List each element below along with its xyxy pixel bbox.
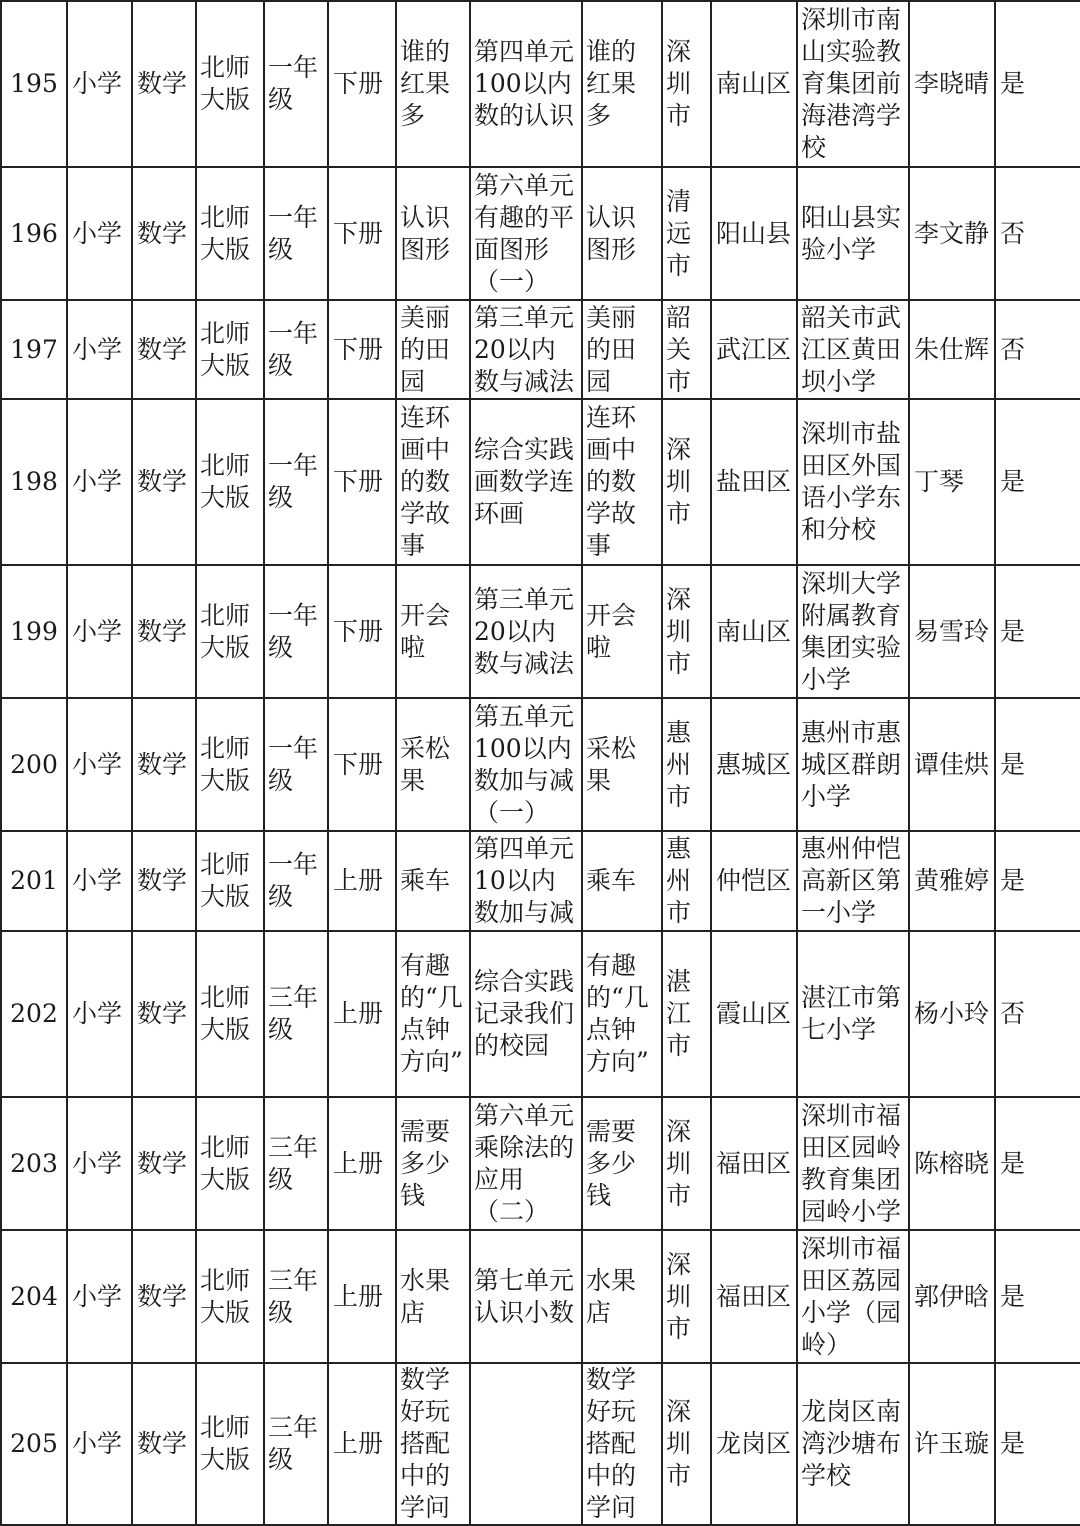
topic-title: 开会啦 <box>582 565 662 698</box>
unit-name: 第七单元认识小数 <box>470 1230 582 1363</box>
lesson-title: 有趣的“几点钟方向” <box>396 931 470 1097</box>
grade: 三年级 <box>264 1363 328 1525</box>
grade: 三年级 <box>264 1097 328 1230</box>
city: 惠州市 <box>662 698 711 831</box>
status-flag: 是 <box>995 1097 1080 1230</box>
subject: 数学 <box>132 167 196 300</box>
city: 深圳市 <box>662 1097 711 1230</box>
textbook-edition: 北师大版 <box>196 831 264 931</box>
volume: 下册 <box>328 399 396 565</box>
table-row <box>1 399 1080 565</box>
school-level: 小学 <box>67 1363 132 1525</box>
status-flag: 是 <box>995 698 1080 831</box>
row-number: 196 <box>1 167 67 300</box>
table-row <box>1 300 1080 399</box>
subject: 数学 <box>132 1 196 167</box>
school-name: 阳山县实验小学 <box>797 167 909 300</box>
school-level: 小学 <box>67 931 132 1097</box>
lesson-title: 开会啦 <box>396 565 470 698</box>
grade: 一年级 <box>264 565 328 698</box>
status-flag: 否 <box>995 931 1080 1097</box>
city: 深圳市 <box>662 1363 711 1525</box>
district: 福田区 <box>711 1097 797 1230</box>
lesson-title: 数学好玩搭配中的学问 <box>396 1363 470 1525</box>
status-flag: 是 <box>995 1363 1080 1525</box>
topic-title: 采松果 <box>582 698 662 831</box>
volume: 下册 <box>328 1 396 167</box>
teacher-name: 朱仕辉 <box>909 300 995 399</box>
subject: 数学 <box>132 1363 196 1525</box>
city: 惠州市 <box>662 831 711 931</box>
row-number: 197 <box>1 300 67 399</box>
city: 深圳市 <box>662 1 711 167</box>
school-level: 小学 <box>67 565 132 698</box>
district: 龙岗区 <box>711 1363 797 1525</box>
subject: 数学 <box>132 300 196 399</box>
lesson-title: 谁的红果多 <box>396 1 470 167</box>
grade: 三年级 <box>264 1230 328 1363</box>
school-name: 深圳大学附属教育集团实验小学 <box>797 565 909 698</box>
grade: 一年级 <box>264 831 328 931</box>
school-name: 湛江市第七小学 <box>797 931 909 1097</box>
status-flag: 是 <box>995 1 1080 167</box>
volume: 下册 <box>328 565 396 698</box>
textbook-edition: 北师大版 <box>196 1 264 167</box>
city: 湛江市 <box>662 931 711 1097</box>
grade: 一年级 <box>264 300 328 399</box>
table-body <box>1 1 1080 1525</box>
lesson-title: 连环画中的数学故事 <box>396 399 470 565</box>
subject: 数学 <box>132 565 196 698</box>
grade: 一年级 <box>264 399 328 565</box>
school-level: 小学 <box>67 167 132 300</box>
subject: 数学 <box>132 831 196 931</box>
row-number: 204 <box>1 1230 67 1363</box>
grade: 三年级 <box>264 931 328 1097</box>
teacher-name: 黄雅婷 <box>909 831 995 931</box>
city: 深圳市 <box>662 399 711 565</box>
table-row <box>1 831 1080 931</box>
school-level: 小学 <box>67 399 132 565</box>
district: 盐田区 <box>711 399 797 565</box>
teacher-name: 许玉璇 <box>909 1363 995 1525</box>
subject: 数学 <box>132 931 196 1097</box>
volume: 上册 <box>328 931 396 1097</box>
school-level: 小学 <box>67 300 132 399</box>
unit-name: 第四单元100以内数的认识 <box>470 1 582 167</box>
subject: 数学 <box>132 698 196 831</box>
status-flag: 是 <box>995 565 1080 698</box>
table-row <box>1 1097 1080 1230</box>
volume: 下册 <box>328 698 396 831</box>
row-number: 199 <box>1 565 67 698</box>
table-row <box>1 1 1080 167</box>
teacher-name: 陈榕晓 <box>909 1097 995 1230</box>
textbook-edition: 北师大版 <box>196 300 264 399</box>
topic-title: 水果店 <box>582 1230 662 1363</box>
grade: 一年级 <box>264 1 328 167</box>
table-row <box>1 1363 1080 1525</box>
status-flag: 否 <box>995 300 1080 399</box>
textbook-edition: 北师大版 <box>196 698 264 831</box>
textbook-edition: 北师大版 <box>196 1363 264 1525</box>
row-number: 200 <box>1 698 67 831</box>
school-name: 深圳市福田区园岭教育集团园岭小学 <box>797 1097 909 1230</box>
topic-title: 谁的红果多 <box>582 1 662 167</box>
school-level: 小学 <box>67 831 132 931</box>
unit-name: 第三单元20以内数与减法 <box>470 300 582 399</box>
district: 仲恺区 <box>711 831 797 931</box>
unit-name: 综合实践画数学连环画 <box>470 399 582 565</box>
topic-title: 认识图形 <box>582 167 662 300</box>
textbook-edition: 北师大版 <box>196 167 264 300</box>
textbook-edition: 北师大版 <box>196 399 264 565</box>
row-number: 195 <box>1 1 67 167</box>
school-name: 龙岗区南湾沙塘布学校 <box>797 1363 909 1525</box>
city: 深圳市 <box>662 565 711 698</box>
topic-title: 乘车 <box>582 831 662 931</box>
district: 惠城区 <box>711 698 797 831</box>
topic-title: 数学好玩搭配中的学问 <box>582 1363 662 1525</box>
unit-name: 第五单元100以内数加与减（一） <box>470 698 582 831</box>
school-level: 小学 <box>67 698 132 831</box>
volume: 下册 <box>328 300 396 399</box>
volume: 上册 <box>328 1097 396 1230</box>
unit-name: 第四单元10以内数加与减 <box>470 831 582 931</box>
city: 清远市 <box>662 167 711 300</box>
teacher-name: 谭佳烘 <box>909 698 995 831</box>
grade: 一年级 <box>264 698 328 831</box>
lesson-title: 美丽的田园 <box>396 300 470 399</box>
status-flag: 是 <box>995 399 1080 565</box>
row-number: 203 <box>1 1097 67 1230</box>
district: 霞山区 <box>711 931 797 1097</box>
school-level: 小学 <box>67 1097 132 1230</box>
school-name: 深圳市盐田区外国语小学东和分校 <box>797 399 909 565</box>
table-row <box>1 565 1080 698</box>
school-name: 韶关市武江区黄田坝小学 <box>797 300 909 399</box>
table-row <box>1 698 1080 831</box>
lesson-title: 水果店 <box>396 1230 470 1363</box>
volume: 上册 <box>328 1363 396 1525</box>
unit-name <box>470 1363 582 1525</box>
topic-title: 有趣的“几点钟方向” <box>582 931 662 1097</box>
volume: 上册 <box>328 1230 396 1363</box>
textbook-edition: 北师大版 <box>196 565 264 698</box>
lesson-title: 乘车 <box>396 831 470 931</box>
row-number: 205 <box>1 1363 67 1525</box>
table-row <box>1 167 1080 300</box>
school-level: 小学 <box>67 1 132 167</box>
school-name: 深圳市福田区荔园小学（园岭） <box>797 1230 909 1363</box>
school-level: 小学 <box>67 1230 132 1363</box>
table-row <box>1 931 1080 1097</box>
city: 韶关市 <box>662 300 711 399</box>
table-row <box>1 1230 1080 1363</box>
lesson-title: 采松果 <box>396 698 470 831</box>
topic-title: 美丽的田园 <box>582 300 662 399</box>
district: 南山区 <box>711 1 797 167</box>
teacher-name: 李文静 <box>909 167 995 300</box>
topic-title: 连环画中的数学故事 <box>582 399 662 565</box>
district: 福田区 <box>711 1230 797 1363</box>
volume: 上册 <box>328 831 396 931</box>
district: 武江区 <box>711 300 797 399</box>
row-number: 202 <box>1 931 67 1097</box>
unit-name: 第六单元有趣的平面图形（一） <box>470 167 582 300</box>
row-number: 201 <box>1 831 67 931</box>
teacher-name: 丁琴 <box>909 399 995 565</box>
school-name: 惠州市惠城区群朗小学 <box>797 698 909 831</box>
subject: 数学 <box>132 399 196 565</box>
status-flag: 是 <box>995 1230 1080 1363</box>
grade: 一年级 <box>264 167 328 300</box>
teacher-name: 郭伊晗 <box>909 1230 995 1363</box>
district: 阳山县 <box>711 167 797 300</box>
status-flag: 否 <box>995 167 1080 300</box>
volume: 下册 <box>328 167 396 300</box>
school-name: 惠州仲恺高新区第一小学 <box>797 831 909 931</box>
lesson-title: 需要多少钱 <box>396 1097 470 1230</box>
subject: 数学 <box>132 1097 196 1230</box>
teacher-name: 李晓晴 <box>909 1 995 167</box>
row-number: 198 <box>1 399 67 565</box>
status-flag: 是 <box>995 831 1080 931</box>
textbook-edition: 北师大版 <box>196 931 264 1097</box>
district: 南山区 <box>711 565 797 698</box>
topic-title: 需要多少钱 <box>582 1097 662 1230</box>
subject: 数学 <box>132 1230 196 1363</box>
unit-name: 第六单元乘除法的应用（二） <box>470 1097 582 1230</box>
textbook-edition: 北师大版 <box>196 1230 264 1363</box>
unit-name: 第三单元20以内数与减法 <box>470 565 582 698</box>
textbook-edition: 北师大版 <box>196 1097 264 1230</box>
teacher-name: 杨小玲 <box>909 931 995 1097</box>
teacher-name: 易雪玲 <box>909 565 995 698</box>
unit-name: 综合实践记录我们的校园 <box>470 931 582 1097</box>
lesson-title: 认识图形 <box>396 167 470 300</box>
school-name: 深圳市南山实验教育集团前海港湾学校 <box>797 1 909 167</box>
city: 深圳市 <box>662 1230 711 1363</box>
